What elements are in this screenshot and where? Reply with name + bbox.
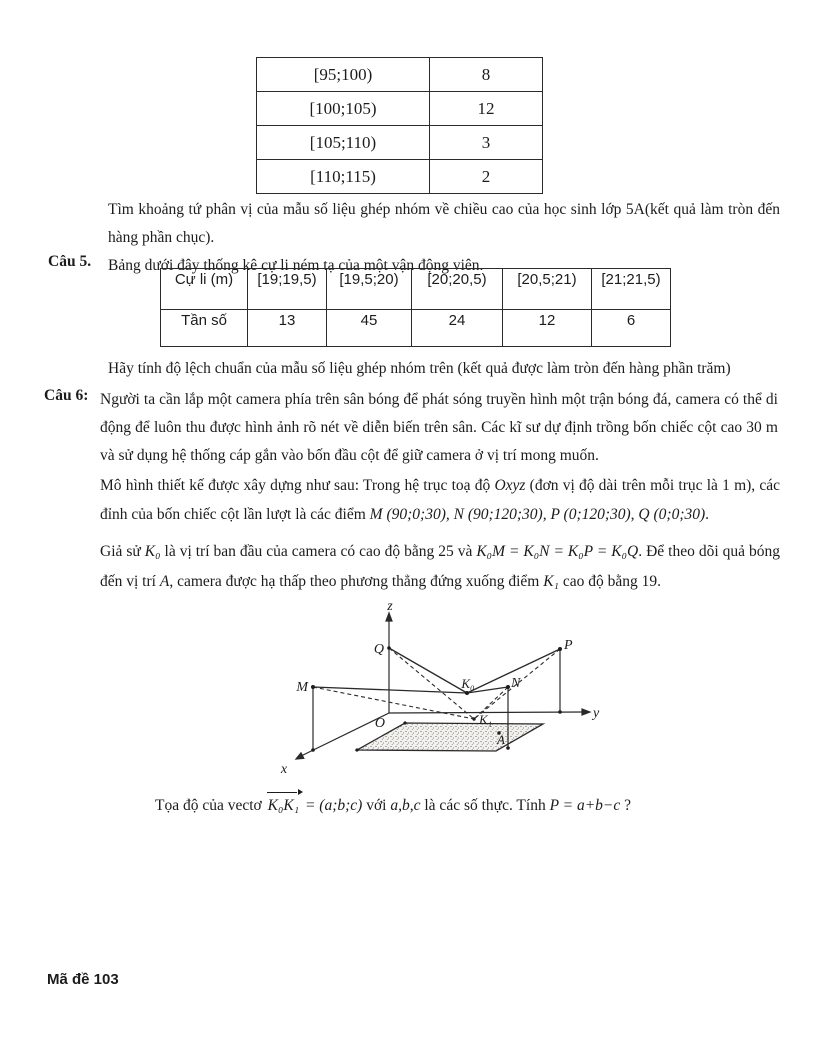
interval-cell: [100;105) (257, 92, 430, 126)
question-6-paragraph-1: Người ta cần lắp một camera phía trên sân bóng để phát sóng truyền hình một trận bóng đá, camera có thể di động để luôn thu được hình ảnh rõ nét về diễn biến trên sân. Các kĩ sư dự định trồng bốn chiếc cột cao 30 m và sử dụng hệ thống cáp gắn vào bốn đầu cột để giữ camera ở vị trí mong muốn. (100, 391, 778, 464)
point-label-k1: K₁ (479, 712, 493, 727)
text-segment: Giả sử (100, 543, 145, 560)
text-segment: cao độ bằng 19. (558, 573, 661, 590)
text-segment: Tọa độ của vectơ (155, 797, 266, 814)
origin-label: O (374, 716, 385, 731)
text-segment: với (362, 797, 391, 814)
coordinate-diagram (272, 597, 602, 793)
question-5-intro: Bảng dưới đây thống kê cự li ném tạ của một vận động viên. (108, 257, 484, 274)
text-segment: ? (620, 797, 632, 814)
column-header: [20,5;21) (503, 269, 592, 310)
math-cable-equality: K₀M = K₀N = K₀P = K₀Q (476, 543, 639, 560)
question-5-note: Hãy tính độ lệch chuẩn của mẫu số liệu ghép nhóm trên (kết quả được làm tròn đến hàng phần trăm) (108, 360, 731, 377)
frequency-cell: 2 (430, 160, 543, 194)
point-label-p: P (564, 638, 573, 653)
math-k1: K₁ (543, 573, 559, 590)
cables-k0 (313, 648, 560, 693)
frequency-cell: 3 (430, 126, 543, 160)
question-6-label: Câu 6: (44, 387, 89, 404)
table-row (257, 126, 543, 160)
table-row (257, 58, 543, 92)
vector-k0k1: K₀K₁ (266, 792, 301, 820)
column-header: [20;20,5) (412, 269, 503, 310)
text-segment: là các số thực. Tính (420, 797, 550, 814)
math-p-expression: P = a+b−c (549, 797, 621, 814)
row-label-cell: Tần số (161, 310, 248, 347)
point-label-m: M (296, 680, 308, 695)
table-header-row (161, 269, 671, 310)
text-segment: (đơn vị độ dài trên mỗi trục là 1 m), các đỉnh của bốn chiếc cột lần lượt là các điểm (100, 477, 781, 523)
text-segment: . Để theo dõi quả bóng đến vị trí (100, 543, 780, 590)
table-row (257, 160, 543, 194)
frequency-cell: 13 (248, 310, 327, 347)
frequency-cell: 24 (412, 310, 503, 347)
column-header: Cự li (m) (161, 269, 248, 310)
math-abc-vector: = (a;b;c) (301, 797, 363, 814)
table-row (161, 310, 671, 347)
math-a-point: A (159, 573, 170, 590)
axis-label-x: x (280, 762, 288, 777)
question-6-paragraph-3 (100, 537, 780, 597)
frequency-cell: 8 (430, 58, 543, 92)
frequency-cell: 45 (327, 310, 412, 347)
point-label-a: A (497, 732, 505, 747)
column-header: [19,5;20) (327, 269, 412, 310)
shotput-distance-table (160, 268, 671, 347)
text-segment: là vị trí ban đầu của camera có cao độ bằng 25 và (160, 543, 477, 560)
frequency-cell: 12 (503, 310, 592, 347)
axis-label-z: z (387, 599, 393, 614)
question-5-label: Câu 5. (48, 253, 92, 270)
cables-k1 (313, 648, 560, 719)
frequency-cell: 12 (430, 92, 543, 126)
text-segment: , camera được hạ thấp theo phương thẳng đứng xuống điểm (169, 573, 544, 590)
interval-cell: [105;110) (257, 126, 430, 160)
frequency-cell: 6 (592, 310, 671, 347)
height-frequency-table (256, 57, 543, 194)
axis-label-y: y (593, 706, 600, 721)
interval-cell: [95;100) (257, 58, 430, 92)
text-segment: Mô hình thiết kế được xây dựng như sau: Trong hệ trục toạ độ (100, 477, 495, 494)
math-abc: a,b,c (390, 797, 421, 814)
question-4-text: Tìm khoảng tứ phân vị của mẫu số liệu ghép nhóm về chiều cao của học sinh lớp 5A(kết quả làm tròn đến hàng phần chục). (108, 201, 780, 246)
point-label-k0: K₀ (461, 676, 475, 691)
math-k0: K₀ (144, 543, 161, 560)
point-label-n: N (511, 676, 521, 691)
column-header: [19;19,5) (248, 269, 327, 310)
column-header: [21;21,5) (592, 269, 671, 310)
question-6-final (155, 792, 785, 820)
point-label-q: Q (373, 642, 384, 657)
text-segment: . (705, 506, 710, 523)
math-pole-points: M (90;0;30), N (90;120;30), P (0;120;30), Q (0;0;30) (369, 506, 706, 523)
interval-cell: [110;115) (257, 160, 430, 194)
math-oxyz: Oxyz (494, 477, 526, 494)
table-row (257, 92, 543, 126)
exam-code-label: Mã đề 103 (47, 971, 119, 988)
question-6-paragraph-2 (100, 471, 780, 529)
